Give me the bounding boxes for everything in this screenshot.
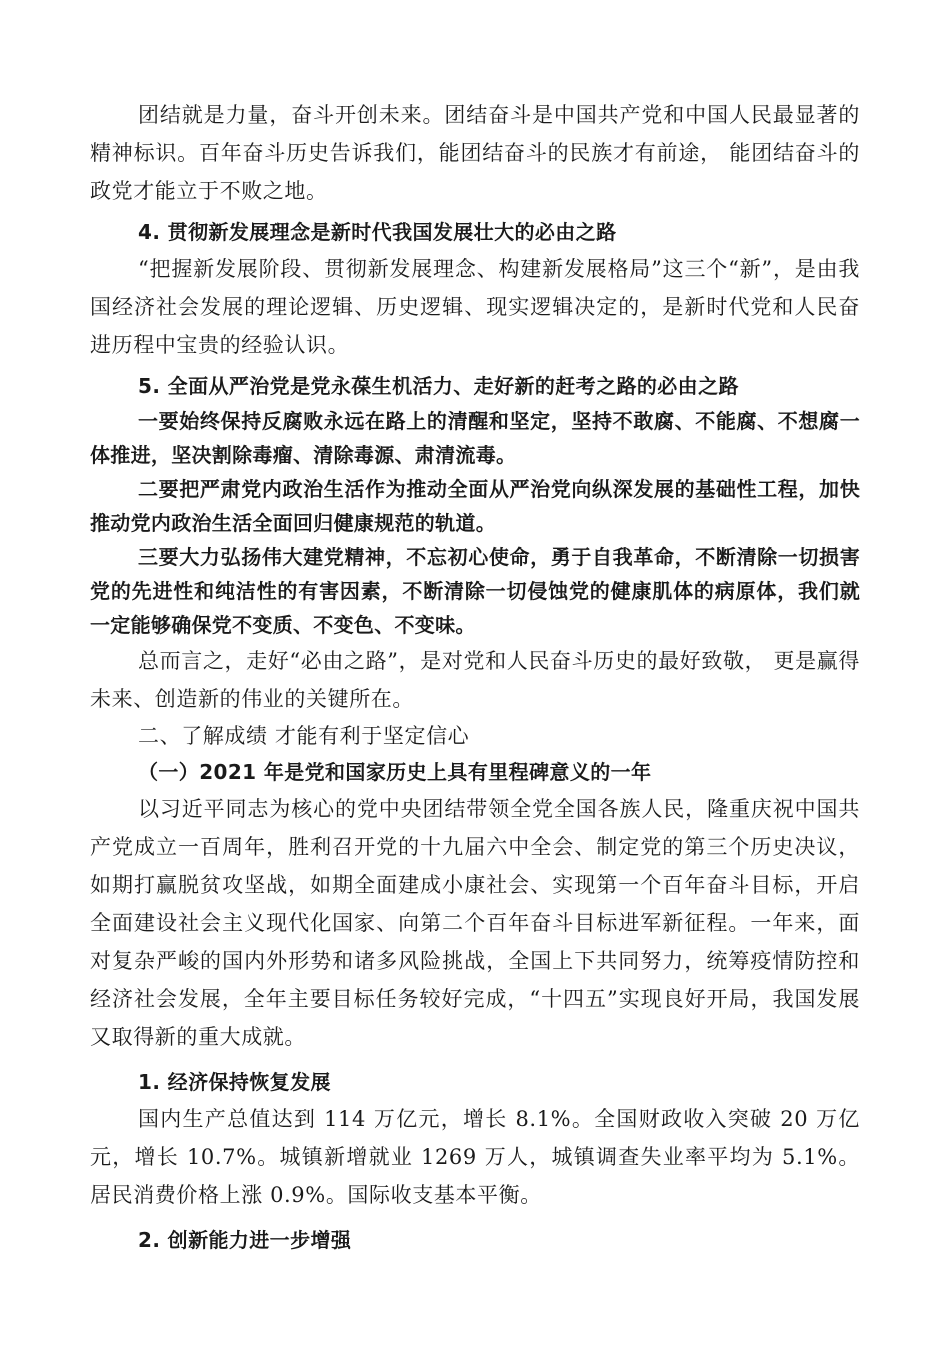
document-body: [90, 96, 860, 1258]
heading-innovation-capacity: 2. 创新能力进一步增强: [138, 1228, 352, 1252]
paragraph-conclusion: 总而言之，走好“必由之路”，是对党和人民奋斗历史的最好致敬， 更是赢得未来、创造新的伟业的关键所在。: [90, 649, 860, 711]
heading-strict-party-governance: 5. 全面从严治党是党永葆生机活力、走好新的赶考之路的必由之路: [138, 374, 739, 398]
paragraph-unity: 团结就是力量，奋斗开创未来。团结奋斗是中国共产党和中国人民最显著的精神标识。百年奋斗历史告诉我们，能团结奋斗的民族才有前途， 能团结奋斗的政党才能立于不败之地。: [90, 103, 860, 203]
paragraph-anti-corruption: 一要始终保持反腐败永远在路上的清醒和坚定，坚持不敢腐、不能腐、不想腐一体推进，坚决割除毒瘤、清除毒源、肃清流毒。: [90, 409, 860, 467]
heading-new-development-concept: 4. 贯彻新发展理念是新时代我国发展壮大的必由之路: [138, 220, 617, 244]
paragraph-three-new: “把握新发展阶段、贯彻新发展理念、构建新发展格局”这三个“新”，是由我国经济社会发展的理论逻辑、历史逻辑、现实逻辑决定的，是新时代党和人民奋进历程中宝贵的经验认识。: [90, 257, 860, 357]
subheading-2021-milestone: （一）2021 年是党和国家历史上具有里程碑意义的一年: [138, 760, 652, 784]
heading-economic-recovery: 1. 经济保持恢复发展: [138, 1070, 331, 1094]
paragraph-party-spirit: 三要大力弘扬伟大建党精神，不忘初心使命，勇于自我革命，不断清除一切损害党的先进性和纯洁性的有害因素，不断清除一切侵蚀党的健康肌体的病原体，我们就一定能够确保党不变质、不变色、不变味。: [90, 545, 860, 637]
paragraph-economic-figures: 国内生产总值达到 114 万亿元，增长 8.1%。全国财政收入突破 20 万亿元，增长 10.7%。城镇新增就业 1269 万人，城镇调查失业率平均为 5.1%。居民消费价格上涨 0.9%。国际收支基本平衡。: [90, 1107, 860, 1207]
paragraph-2021-summary: 以习近平同志为核心的党中央团结带领全党全国各族人民，隆重庆祝中国共产党成立一百周年，胜利召开党的十九届六中全会、制定党的第三个历史决议，如期打赢脱贫攻坚战，如期全面建成小康社会、实现第一个百年奋斗目标，开启全面建设社会主义现代化国家、向第二个百年奋斗目标进军新征程。一年来，面对复杂严峻的国内外形势和诸多风险挑战，全国上下共同努力，统筹疫情防控和经济社会发展，全年主要目标任务较好完成，“十四五”实现良好开局，我国发展又取得新的重大成就。: [90, 797, 860, 1049]
paragraph-political-life: 二要把严肃党内政治生活作为推动全面从严治党向纵深发展的基础性工程，加快推动党内政治生活全面回归健康规范的轨道。: [90, 477, 860, 535]
section-heading-achievements: 二、了解成绩 才能有利于坚定信心: [138, 724, 470, 748]
